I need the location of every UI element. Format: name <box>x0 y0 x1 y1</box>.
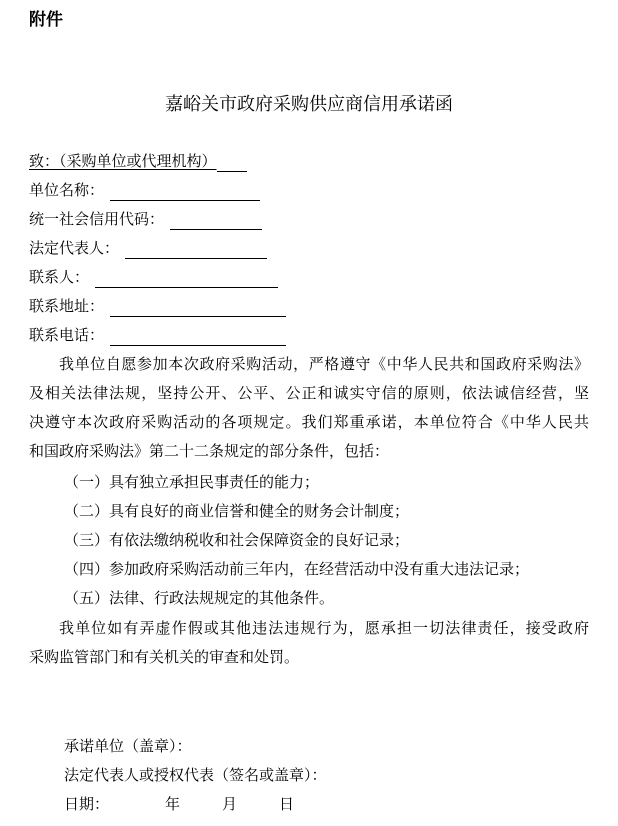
field-to-label: 致：（采购单位或代理机构） <box>29 152 217 170</box>
field-legal-rep-label: 法定代表人： <box>29 239 120 257</box>
condition-item: （一）具有独立承担民事责任的能力； <box>64 473 320 491</box>
signature-unit: 承诺单位（盖章）： <box>64 737 192 755</box>
paragraph-liability <box>29 614 589 672</box>
field-credit-code <box>29 208 262 230</box>
condition-item: （三）有依法缴纳税收和社会保障资金的良好记录； <box>64 531 410 549</box>
field-phone <box>29 324 286 346</box>
field-credit-code-blank <box>170 211 262 230</box>
condition-item: （五）法律、行政法规规定的其他条件。 <box>64 589 335 607</box>
signature-rep: 法定代表人或授权代表（签名或盖章）： <box>64 766 327 784</box>
field-to <box>29 150 247 172</box>
field-address-label: 联系地址： <box>29 297 105 315</box>
field-legal-rep <box>29 237 267 259</box>
condition-item: （四）参加政府采购活动前三年内，在经营活动中没有重大违法记录； <box>64 560 530 578</box>
field-phone-label: 联系电话： <box>29 326 105 344</box>
paragraph-line: 及相关法律法规，坚持公开、公平、公正和诚实守信的原则，依法诚信经营，坚 <box>29 384 589 402</box>
date-label: 日期： <box>64 795 110 813</box>
field-legal-rep-blank <box>125 240 267 259</box>
field-to-blank <box>217 153 247 172</box>
field-unit-name <box>29 179 260 201</box>
document-title: 嘉峪关市政府采购供应商信用承诺函 <box>165 94 453 115</box>
field-contact-label: 联系人： <box>29 268 90 286</box>
field-credit-code-label: 统一社会信用代码： <box>29 210 165 228</box>
paragraph-line: 和国政府采购法》第二十二条规定的部分条件，包括： <box>29 442 390 460</box>
field-address-blank <box>110 298 286 317</box>
attachment-label: 附件 <box>29 10 63 30</box>
field-unit-name-label: 单位名称： <box>29 181 105 199</box>
condition-item: （二）具有良好的商业信誉和健全的财务会计制度； <box>64 502 410 520</box>
date-month: 月 <box>222 795 238 813</box>
paragraph-line: 我单位如有弄虚作假或其他违法违规行为，愿承担一切法律责任，接受政府 <box>59 619 589 637</box>
paragraph-line: 采购监管部门和有关机关的审查和处罚。 <box>29 648 300 666</box>
date-day: 日 <box>279 795 295 813</box>
field-phone-blank <box>110 327 286 346</box>
field-unit-name-blank <box>110 182 260 201</box>
date-year: 年 <box>165 795 181 813</box>
paragraph-line: 决遵守本次政府采购活动的各项规定。我们郑重承诺，本单位符合《中华人民共 <box>29 413 589 431</box>
paragraph-commitment <box>29 350 589 466</box>
paragraph-line: 我单位自愿参加本次政府采购活动，严格遵守《中华人民共和国政府采购法》 <box>59 355 589 373</box>
field-contact-blank <box>95 269 278 288</box>
field-address <box>29 295 286 317</box>
field-contact <box>29 266 278 288</box>
